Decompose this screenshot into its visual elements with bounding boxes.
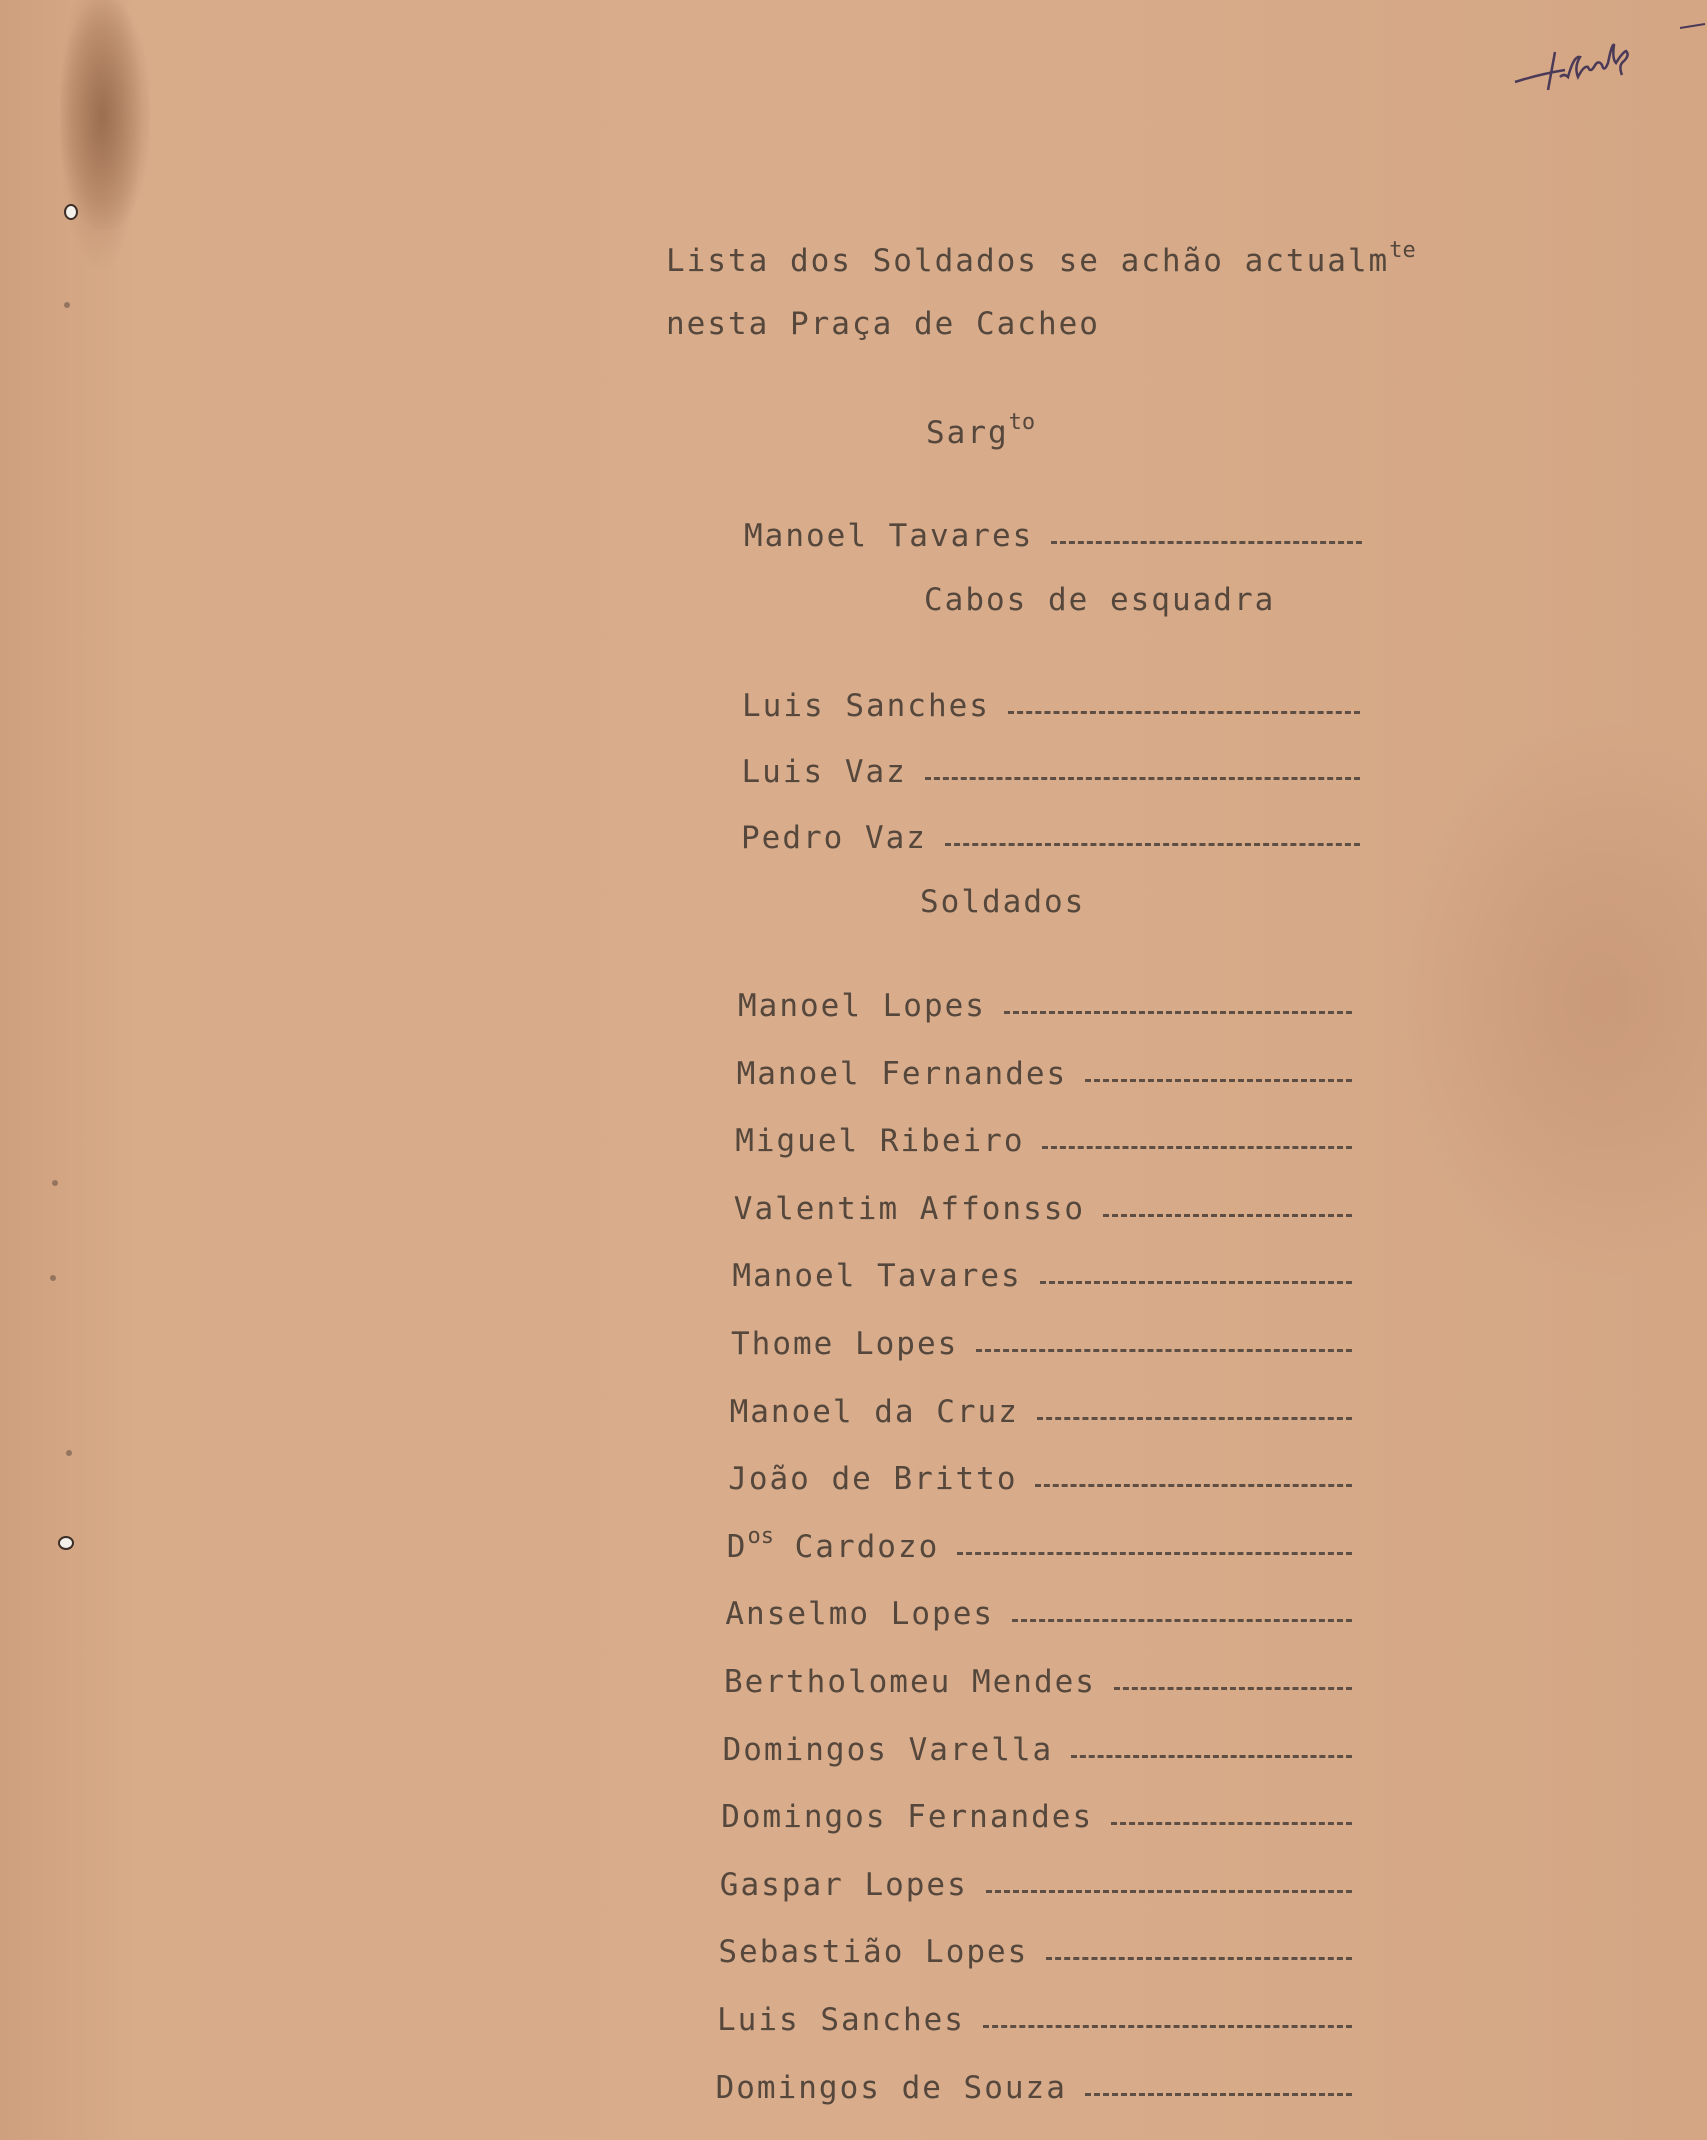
soldier-name: Luis Vaz (741, 754, 907, 790)
roster-row (717, 1994, 1352, 2038)
binding-hole (64, 204, 78, 220)
dash-leader (1037, 1417, 1352, 1420)
roster-row (735, 1115, 1352, 1159)
soldier-name: Manoel Tavares (744, 518, 1034, 554)
roster-row (731, 1318, 1352, 1362)
dash-leader (1103, 1214, 1352, 1217)
roster-row (738, 980, 1352, 1024)
soldier-name: Domingos Varella (722, 1731, 1054, 1768)
soldier-name: Luis Sanches (742, 688, 990, 724)
document-title-line-1: Lista dos Soldados se achão actualm$^{te}$ (666, 238, 1416, 279)
roster-row (730, 1386, 1352, 1430)
roster-row (718, 1926, 1352, 1970)
roster-row (742, 680, 1360, 724)
soldier-name: $D^{os}$ Cardozo (726, 1523, 940, 1565)
document-title-line-2: nesta Praça de Cacheo (666, 306, 1100, 342)
paper-speck (64, 302, 70, 308)
dash-leader (1035, 1484, 1352, 1487)
dash-leader (986, 1890, 1352, 1893)
roster-row (725, 1588, 1352, 1632)
paper-speck (50, 1275, 56, 1281)
roster-row (741, 812, 1360, 856)
dash-leader (1085, 1079, 1352, 1082)
binding-hole (58, 1536, 74, 1550)
soldier-name: Manoel Tavares (732, 1258, 1022, 1295)
dash-leader (1040, 1281, 1352, 1284)
handwritten-signature (1510, 22, 1707, 102)
soldier-name: Bertholomeu Mendes (724, 1664, 1096, 1700)
roster-row (716, 2062, 1352, 2106)
dash-leader (983, 2025, 1352, 2028)
roster-row (724, 1656, 1352, 1700)
paper-speck (66, 1450, 72, 1456)
dash-leader (925, 777, 1360, 780)
section-heading-sargento: Sarg$^{to}$ (926, 410, 1036, 451)
dash-leader (1111, 1822, 1352, 1825)
soldier-name: Miguel Ribeiro (735, 1123, 1025, 1160)
paper-speck (52, 1180, 58, 1186)
roster-row (742, 746, 1361, 790)
soldier-name: Luis Sanches (717, 2002, 965, 2038)
soldier-name: Thome Lopes (731, 1326, 959, 1362)
roster-row (721, 1791, 1352, 1835)
soldier-name: João de Britto (728, 1461, 1018, 1498)
dash-leader (945, 843, 1360, 846)
soldier-name: Manoel Lopes (738, 988, 986, 1024)
dash-leader (1046, 1957, 1352, 1960)
soldier-name: Domingos de Souza (715, 2069, 1067, 2106)
soldier-name: Manoel da Cruz (729, 1393, 1019, 1430)
section-heading-cabos: Cabos de esquadra (924, 582, 1276, 618)
dash-leader (1012, 1619, 1352, 1622)
soldier-name: Pedro Vaz (741, 820, 927, 856)
soldier-name: Domingos Fernandes (721, 1799, 1094, 1836)
roster-row (744, 510, 1362, 554)
roster-row (732, 1250, 1352, 1294)
dash-leader (1114, 1687, 1352, 1690)
dash-leader (957, 1552, 1352, 1555)
roster-row (728, 1453, 1352, 1497)
soldier-name: Anselmo Lopes (725, 1596, 995, 1633)
roster-row (727, 1521, 1352, 1565)
roster-row (734, 1183, 1352, 1227)
dash-leader (1008, 711, 1360, 714)
soldier-name: Valentim Affonsso (733, 1190, 1086, 1227)
roster-row (720, 1859, 1352, 1903)
dash-leader (1071, 1755, 1352, 1758)
dash-leader (976, 1349, 1352, 1352)
water-stain (60, 0, 150, 230)
roster-row (737, 1048, 1352, 1092)
dash-leader (1051, 541, 1362, 544)
section-heading-soldados: Soldados (920, 884, 1086, 920)
soldier-name: Gaspar Lopes (719, 1866, 968, 1903)
dos-abbreviation: D (726, 1528, 748, 1565)
soldier-name: Sebastião Lopes (718, 1934, 1029, 1971)
dash-leader (1085, 2093, 1352, 2096)
dash-leader (1042, 1146, 1352, 1149)
dash-leader (1004, 1011, 1352, 1014)
soldier-name: Manoel Fernandes (736, 1055, 1068, 1092)
roster-row (723, 1724, 1352, 1768)
